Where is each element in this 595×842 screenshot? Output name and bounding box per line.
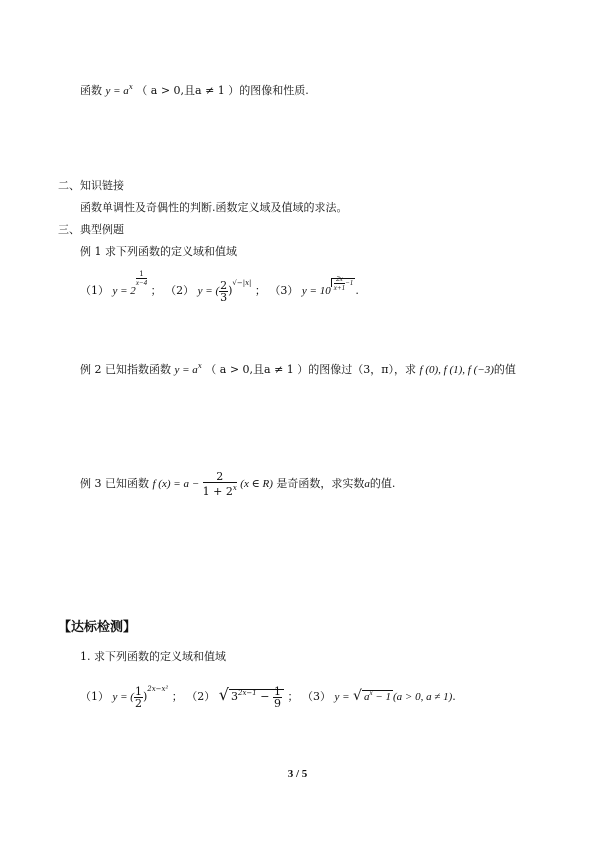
ex2-post: 的值 — [493, 363, 516, 376]
ex1-sep1: ； — [150, 284, 162, 297]
check-parts — [80, 676, 456, 710]
check-sep1: ； — [171, 690, 183, 703]
check-sep2: ； — [287, 690, 299, 703]
intro-cond: （ a > 0,且a ≠ 1 ） — [136, 84, 240, 97]
ex3-frac: $\frac{2}{1 + 2^x}$ — [202, 470, 237, 498]
ex2-formula: y = a — [174, 364, 198, 376]
check-part3-radicand: $a^x - 1$ — [363, 689, 391, 703]
check-part1-label: （1） — [80, 690, 109, 703]
ex2-cond: （ a > 0,且a ≠ 1 ） — [205, 363, 309, 376]
check-part1-pre: y = ( — [112, 691, 134, 703]
ex2-vals: f (0), f (1), f (−3) — [419, 364, 494, 376]
ex3-mid: 是奇函数，求实数 — [276, 477, 365, 490]
ex3-post: 的值. — [369, 477, 396, 490]
radical-icon: √ — [353, 688, 362, 704]
section2-text: 函数单调性及奇偶性的判断.函数定义域及值域的求法。 — [80, 201, 348, 214]
ex1-part3-base: y = 10 — [301, 285, 331, 297]
example2 — [80, 359, 516, 377]
example1-title: 例 1 求下列函数的定义域和值域 — [80, 245, 237, 258]
ex3-var: a — [364, 478, 370, 490]
ex2-exp: x — [197, 362, 202, 370]
section2-title: 二、知识链接 — [58, 179, 124, 192]
ex1-part2-post: ) — [228, 284, 233, 297]
ex3-cond: (x ∈ R) — [240, 478, 273, 490]
check-part2-radicand: $3^{2x-1}$ − $\frac{1}{9}$ — [229, 689, 284, 703]
ex1-part1-label: （1） — [80, 284, 109, 297]
check-title: 【达标检测】 — [58, 620, 137, 635]
check-part1-post: ) — [142, 690, 148, 703]
example1-parts — [80, 270, 359, 304]
ex1-part1-exp-frac: $\frac{1}{x-4}$ — [135, 270, 148, 287]
check-end: . — [452, 690, 456, 703]
page-number: 3 / 5 — [287, 768, 308, 780]
check-part3-label: （3） — [301, 690, 331, 703]
check-q1: 1. 求下列函数的定义域和值域 — [80, 650, 226, 663]
ex1-end: . — [355, 284, 359, 297]
check-part3-pre: y = — [334, 691, 350, 703]
ex1-part2-exp: √−|x| — [232, 279, 252, 287]
ex1-part3-label: （3） — [269, 284, 299, 297]
intro-formula: y = a — [105, 85, 129, 97]
check-part2-label: （2） — [186, 690, 216, 703]
intro-pre: 函数 — [80, 84, 102, 97]
example3 — [80, 470, 395, 498]
radical-icon: √ — [218, 685, 229, 704]
ex1-part2-pre: y = ( — [197, 285, 220, 297]
ex1-part3-exp: 2x x+1 −1 — [331, 278, 356, 287]
ex2-pre: 例 2 已知指数函数 — [80, 363, 171, 376]
check-part3-cond: (a > 0, a ≠ 1) — [392, 691, 453, 703]
section3-title: 三、典型例题 — [58, 223, 124, 236]
ex1-sep2: ； — [254, 284, 266, 297]
check-part1-exp: 2x−x² — [147, 685, 169, 693]
intro-post: 的图像和性质. — [239, 84, 309, 97]
ex1-part2-frac: $\frac{2}{3}$ — [220, 278, 228, 304]
ex1-part1-base: y = 2 — [112, 285, 136, 297]
ex1-part2-label: （2） — [165, 284, 195, 297]
intro-line — [80, 80, 309, 98]
ex3-lhs: f (x) = a − — [152, 478, 200, 490]
ex3-pre: 例 3 已知函数 — [80, 477, 149, 490]
intro-exp: x — [128, 83, 133, 91]
ex2-mid: 的图像过（3，π），求 — [308, 363, 417, 376]
check-part1-frac: $\frac{1}{2}$ — [134, 684, 142, 710]
